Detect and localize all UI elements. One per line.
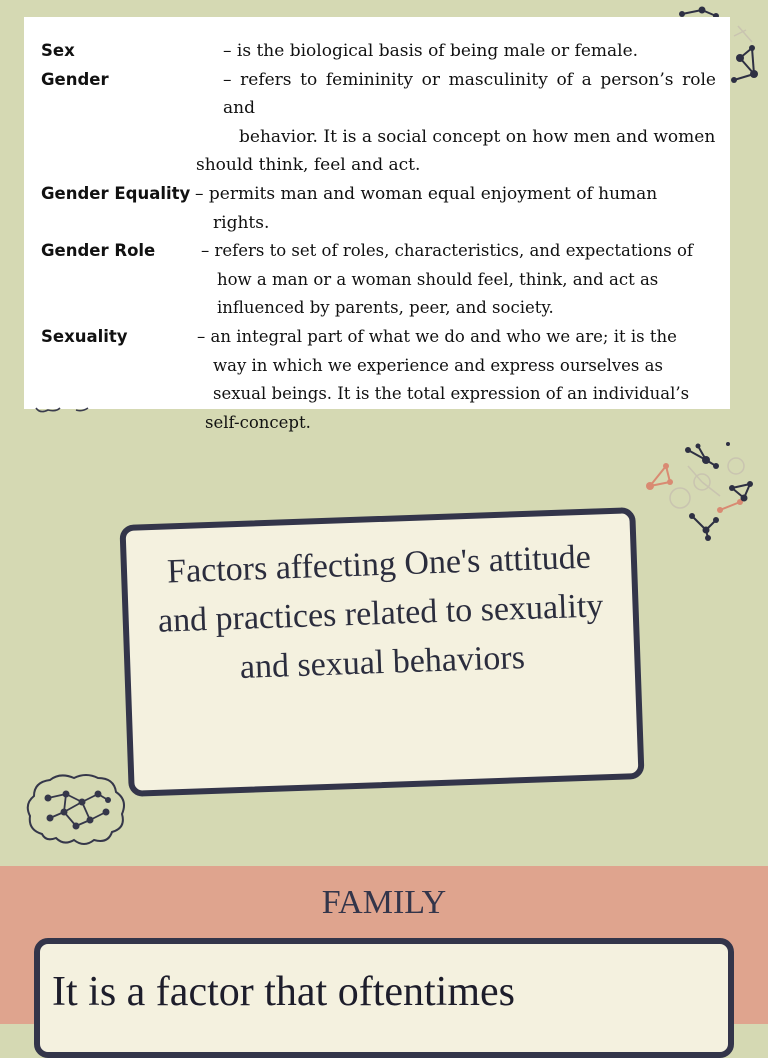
definition-line: – permits man and woman equal enjoyment of human	[195, 183, 658, 204]
definition-line: should think, feel and act.	[196, 155, 421, 176]
definition-line: rights.	[213, 212, 270, 233]
glossary-entry-gender-equality	[41, 180, 716, 237]
glossary-definition	[223, 37, 716, 66]
glossary-term: Sex	[41, 41, 75, 60]
family-heading: FAMILY	[321, 884, 447, 921]
family-description-card	[34, 938, 734, 1058]
definition-line: sexual beings. It is the total expression of an individual’s	[213, 384, 690, 404]
glossary-definition	[196, 66, 716, 180]
glossary-entry-gender-role	[41, 237, 716, 323]
family-description: It is a factor that oftentimes	[52, 969, 516, 1015]
glossary-entry-gender	[41, 66, 716, 180]
glossary-definition	[197, 323, 716, 437]
glossary-term: Gender Role	[41, 241, 156, 261]
factors-title: Factors affecting One's attitude and practices related to sexuality and sexual behaviors	[157, 538, 604, 686]
definition-line: – refers to set of roles, characteristics, and expectations of	[201, 241, 694, 261]
glossary-term: Gender	[41, 69, 109, 89]
brain-circuit-icon	[24, 772, 128, 848]
definitions-glossary	[24, 17, 730, 432]
factors-title-card	[119, 507, 644, 797]
definition-line: – an integral part of what we do and who we are; it is the	[197, 326, 677, 346]
brain-outline-icon	[30, 398, 100, 414]
definition-line: way in which we experience and express ourselves as	[213, 355, 663, 375]
definition-line: how a man or a woman should feel, think, and act as	[217, 269, 659, 289]
glossary-definition	[203, 237, 716, 323]
glossary-definition	[195, 180, 716, 237]
definition-line: – is the biological basis of being male or female.	[223, 41, 639, 61]
definition-line: influenced by parents, peer, and society.	[217, 298, 554, 318]
glossary-entry-sex	[41, 37, 716, 66]
glossary-term: Sexuality	[41, 326, 128, 346]
glossary-term: Gender Equality	[41, 183, 191, 203]
definition-line: – refers to femininity or masculinity of a person’s role and	[223, 69, 716, 119]
molecule-network-icon	[640, 436, 760, 546]
glossary-entry-sexuality	[41, 323, 716, 437]
definition-line: self-concept.	[205, 412, 311, 432]
definition-line: behavior. It is a social concept on how men and women	[239, 126, 716, 147]
